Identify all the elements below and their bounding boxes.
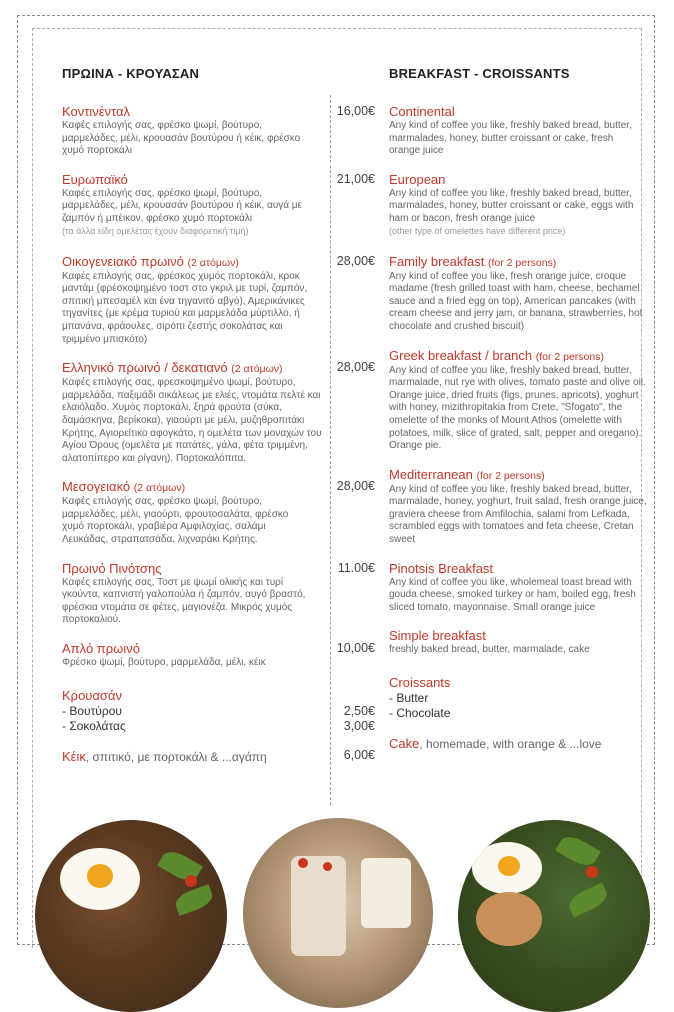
menu-item-european-gr bbox=[62, 172, 378, 237]
item-price: 16,00€ bbox=[336, 104, 375, 118]
item-name: Απλό πρωινό bbox=[62, 641, 140, 657]
greek-heading: ΠΡΩΙΝΑ - ΚΡΟΥΑΣΑΝ bbox=[62, 66, 200, 81]
item-description: Καφές επιλογής σας, φρέσκο ψωμί, βούτυρο, μαρμελάδες, μέλι, κρουασάν βουτύρου ή κέικ, αυγά με ζαμπόν ή μπέικον, φρέσκο χυμό πορτοκάλι bbox=[62, 187, 303, 224]
cake-description: , homemade, with orange & ...love bbox=[419, 737, 602, 752]
greek-column bbox=[62, 66, 378, 780]
croque-madame-photo bbox=[35, 820, 227, 1012]
item-name: Family breakfast bbox=[389, 253, 485, 269]
item-description: Καφές επιλογής σας, φρέσκος χυμός πορτοκάλι, κροκ μαντάμ (φρέσκοψημένο τοστ στο γκριλ με τυρί, ζαμπόν, σπιτική μπεσαμέλ και ένα τηγανιτό αβγό), Αμερικάνικες τηγανίτες (με κρέμα τυριού και μαρμελάδα μύρτιλλο, ή μπανάνα, φράουλες, σιρόπι ζεστής σοκολάτας και τριμμένο μπισκότο) bbox=[62, 270, 308, 345]
item-description: Καφές επιλογής σας, Τοστ με ψωμί ολικής και τυρί γκούντα, καπνιστή γαλοπούλα ή ζαμπόν, αυγό βραστό, φρέσκια ντομάτα σε φέτες, μαγιονέζα. Μικρός χυμός πορτοκαλιού. bbox=[62, 576, 306, 626]
bagel-egg-photo bbox=[458, 820, 650, 1012]
croissants-gr bbox=[62, 688, 378, 734]
cake-name: Κέικ bbox=[62, 748, 86, 764]
item-description: freshly baked bread, butter, marmalade, cake bbox=[389, 644, 590, 656]
croissant-chocolate-row: - Chocolate bbox=[389, 706, 451, 721]
cake-en bbox=[389, 735, 647, 753]
item-price: 6,00€ bbox=[343, 747, 375, 762]
menu-item-mediterranean-en bbox=[389, 467, 647, 547]
item-note: (τα άλλα είδη ομελέτας έχουν διαφορετική τιμή) bbox=[62, 225, 249, 236]
item-price: 11.00€ bbox=[337, 560, 375, 575]
croissant-title: Κρουασάν bbox=[62, 687, 122, 703]
item-portion: (2 ατόμων) bbox=[231, 363, 283, 376]
item-description: Any kind of coffee you like, freshly baked bread, butter, marmalade, honey, yoghurt, fruit salad, fresh orange juice, graviera cheese from Amfilochia, salami from Lefkada, scrambled eggs with tomatoes and feta cheese, Cretan sweet bbox=[389, 483, 647, 546]
item-price: 28,00€ bbox=[336, 253, 375, 268]
menu-item-continental-gr bbox=[62, 104, 378, 158]
menu-item-continental-en bbox=[389, 104, 647, 158]
yoghurt-jars-photo bbox=[243, 818, 433, 1008]
item-name: Mediterranean bbox=[389, 466, 473, 482]
menu-item-pinotsis-gr bbox=[62, 561, 378, 627]
menu-item-simple-gr bbox=[62, 641, 378, 670]
croissant-title: Croissants bbox=[389, 675, 451, 691]
item-name: Pinotsis Breakfast bbox=[389, 560, 494, 576]
croissant-chocolate-row: - Σοκολάτας 3,00€ bbox=[62, 718, 375, 733]
item-description: Any kind of coffee you like, freshly baked bread, butter, marmalade, nut rye with olives, tomato paste and olive oil. Orange juice, dried fruits (figs, prunes, apricots), yoghurt with honey, mizithropitakia from Crete, "Sfogato", the omelette of the monks of Mount Athos (omelette with potatoes, milk, slice of grated, salt, pepper and oregano). Orange pie. bbox=[389, 364, 646, 452]
croissant-butter-row: - Butter bbox=[389, 691, 429, 706]
item-description: Φρέσκο ψωμί, βούτυρο, μαρμελάδα, μέλι, κέικ bbox=[62, 657, 266, 669]
menu-item-family-gr bbox=[62, 254, 378, 347]
item-description: Any kind of coffee you like, fresh orange juice, croque madame (fresh grilled toast with ham, cheese, bechamel sauce and a fried egg on top), American pancakes (with cream cheese and jerry jam, or banana, strawberries, hot chocolate and crushed biscuit) bbox=[389, 270, 643, 332]
item-portion: (2 ατόμων) bbox=[187, 256, 239, 269]
item-name: Μεσογειακό bbox=[62, 479, 131, 495]
item-description: Any kind of coffee you like, freshly baked bread, butter, marmalades, honey, butter croissant or cake, fresh orange juice bbox=[389, 120, 632, 157]
cake-description: , σπιτικό, με πορτοκάλι & ...αγάπη bbox=[85, 749, 267, 764]
item-name: Πρωινό Πινότσης bbox=[62, 560, 162, 576]
item-note: (other type of omelettes have different price) bbox=[389, 225, 566, 236]
item-description: Any kind of coffee you like, freshly baked bread, butter, marmalades, honey, butter croissant or cake, eggs with ham or bacon, fresh orange juice bbox=[389, 187, 634, 224]
item-name: European bbox=[389, 171, 446, 187]
menu-item-greek-en bbox=[389, 348, 647, 453]
english-heading: BREAKFAST - CROISSANTS bbox=[389, 66, 570, 81]
item-description: Any kind of coffee you like, wholemeal toast bread with gouda cheese, smoked turkey or ham, boiled egg, fresh sliced tomato, mayonnaise. Small orange juice bbox=[389, 576, 636, 613]
item-portion: (for 2 persons) bbox=[476, 469, 545, 482]
item-name: Ελληνικό πρωινό / δεκατιανό bbox=[62, 360, 228, 376]
item-description: Καφές επιλογής σας, φρέσκο ψωμί, βούτυρο, μαρμελάδες, μέλι, κρουασάν βουτύρου ή κέικ, φρέσκο χυμό πορτοκάλι bbox=[62, 120, 301, 157]
item-price: 2,50€ bbox=[343, 703, 375, 718]
item-name: Simple breakfast bbox=[389, 628, 486, 644]
item-portion: (for 2 persons) bbox=[535, 350, 604, 363]
menu-item-mediterranean-gr bbox=[62, 479, 378, 546]
item-price: 28,00€ bbox=[336, 360, 375, 375]
menu-item-pinotsis-en bbox=[389, 561, 647, 615]
item-name: Greek breakfast / branch bbox=[389, 347, 533, 363]
item-price: 21,00€ bbox=[336, 171, 375, 186]
english-column bbox=[389, 66, 647, 767]
item-price: 28,00€ bbox=[336, 479, 375, 494]
menu-item-simple-en bbox=[389, 628, 647, 657]
item-portion: (2 ατόμων) bbox=[133, 482, 186, 495]
menu-item-european-en bbox=[389, 172, 647, 237]
cake-name: Cake bbox=[389, 736, 420, 752]
item-description: Καφές επιλογής σας, φρεσκοψημένο ψωμί, βούτυρο, μαρμελάδα, παξιμάδι σικάλεως με ελιές, ντομάτα πελτέ και ελαιόλαδο. Χυμός πορτοκάλι, ξηρά φρούτα (σύκα, δαμάσκηνα, βερίκοκα), γιαούρτι με μέλι, μυζηθροπιτάκι Κρήτης, Αγιορείτικο αφογκάτο, η ομελέτα των μοναχών του Αγίου Όρους (ομελέτα με πατάτες, γάλα, φέτα τριμμένη, αλατοπίπερο και ρίγανη). Πορτοκαλόπιτα. bbox=[62, 377, 322, 464]
item-name: Κοντινένταλ bbox=[62, 104, 131, 119]
item-price: 10,00€ bbox=[336, 641, 375, 656]
item-portion: (for 2 persons) bbox=[488, 256, 557, 269]
croissant-butter-row: - Βουτύρου 2,50€ bbox=[62, 703, 375, 718]
item-description: Καφές επιλογής σας, φρέσκο ψωμί, βούτυρο, μαρμελάδες, μέλι, γιαούρτι, φρουτοσαλάτα, φρέσκο χυμό πορτοκάλι, γραβιέρα Αμφιλοχίας, σαλάμι Λευκάδας, στραπατσάδα, λιχναράκι Κρήτης. bbox=[62, 496, 289, 546]
croissants-en bbox=[389, 675, 647, 721]
cake-gr bbox=[62, 748, 378, 766]
item-name: Οικογενειακό πρωινό bbox=[62, 253, 184, 269]
item-name: Ευρωπαϊκό bbox=[62, 171, 128, 187]
item-name: Continental bbox=[389, 104, 455, 119]
item-price: 3,00€ bbox=[343, 718, 375, 733]
menu-item-greek-gr bbox=[62, 360, 378, 465]
menu-item-family-en bbox=[389, 254, 647, 334]
